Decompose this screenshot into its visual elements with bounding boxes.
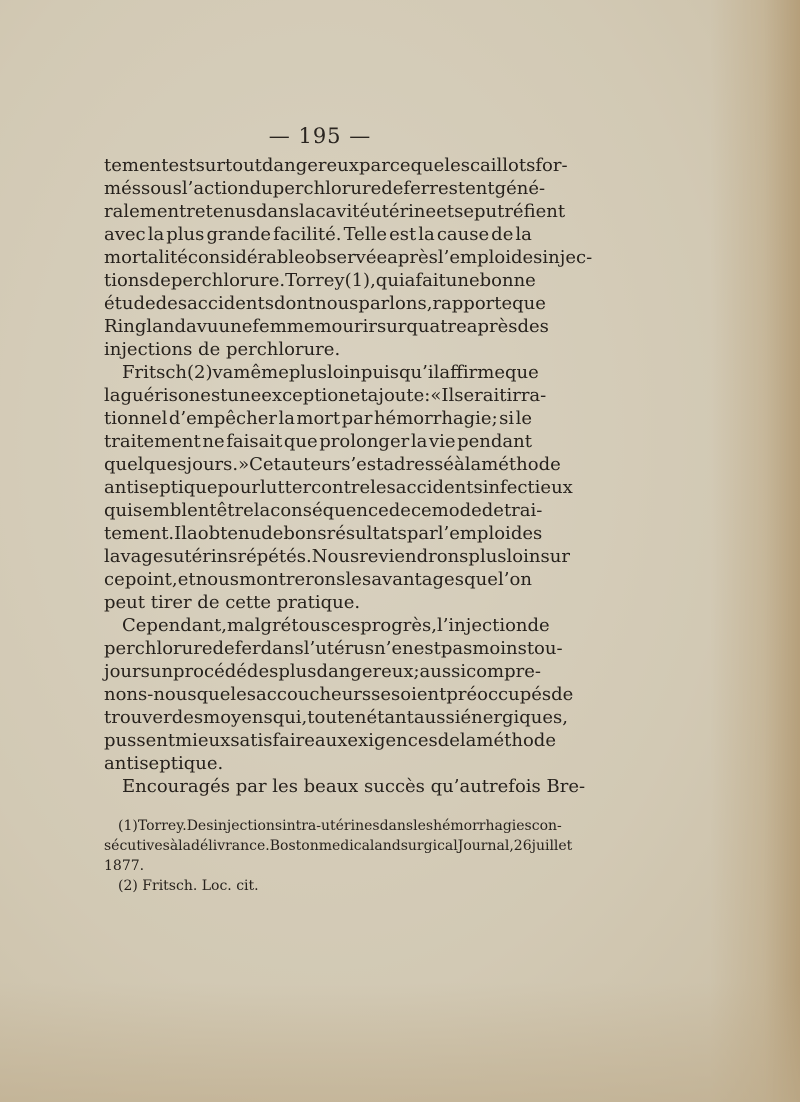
text-line: tionnel d’empêcher la mort par hémorrhagie; si le [104,408,532,429]
text-line: jours un procédé des plus dangereux; aussi compre- [104,661,541,682]
text-line: trouver des moyens qui, tout en étant aussi énergiques, [104,707,568,728]
footnote-line: 1877. [104,858,145,874]
text-line: injections de perchlorure. [104,339,341,360]
text-line: traitement ne faisait que prolonger la vie pendant [104,431,532,452]
text-line: tement est surtout dangereux parce que les caillots for- [104,155,568,176]
text-line: nons-nous que les accoucheurs se soient préoccupés de [104,684,574,705]
text-line: antiseptique pour lutter contre les accidents infectieux [104,477,573,498]
text-line: étude des accidents dont nous parlons, rapporte que [104,293,546,314]
text-line: la guérison est une exception et ajoute : « Il serait irra- [104,385,547,406]
text-line: qui semblent être la conséquence de ce mode de trai- [104,500,543,521]
text-line: mortalité considérable observée après l’emploi des injec- [104,247,593,268]
footnote-line: (1) Torrey. Des injections intra-utérines dans les hémorrhagies con- [118,818,562,834]
text-line: tions de perchlorure. Torrey (1), qui a fait une bonne [104,270,536,291]
body-text [104,154,593,798]
page-bottom-shadow [0,982,800,1102]
page-number: — 195 — [268,124,372,148]
footnotes [104,816,573,896]
text-line: peut tirer de cette pratique. [104,592,361,613]
text-line: ce point, et nous montrerons les avantages que l’on [104,569,532,590]
text-line: quelques jours. » Cet auteur s’est adressé à la méthode [104,454,561,475]
text-line: avec la plus grande facilité. Telle est la cause de la [104,224,532,245]
text-line: pussent mieux satisfaire aux exigences de la méthode [104,730,556,751]
page-edge-shadow [710,0,800,1102]
text-line: antiseptique. [104,753,224,774]
text-line: més sous l’action du perchlorure de fer restent géné- [104,178,546,199]
text-line: Cependant, malgré tous ces progrès, l’injection de [122,615,550,636]
text-line: tement. Il a obtenu de bons résultats par l’emploi des [104,523,543,544]
footnote-line: sécutives à la délivrance. Boston medical and surgical Journal, 26 juillet [104,838,573,854]
text-line: Fritsch (2) va même plus loin puisqu’il affirme que [122,362,539,383]
text-line: lavages utérins répétés. Nous reviendrons plus loin sur [104,546,570,567]
footnote-line: (2) Fritsch. Loc. cit. [118,878,259,894]
text-line: Ringland a vu une femme mourir sur quatre après des [104,316,549,337]
text-line: Encouragés par les beaux succès qu’autrefois Bre- [122,776,586,797]
text-line: perchlorure de fer dans l’utérus n’en est pas moins tou- [104,638,563,659]
text-line: ralement retenus dans la cavité utérine et se putréfient [104,201,566,222]
